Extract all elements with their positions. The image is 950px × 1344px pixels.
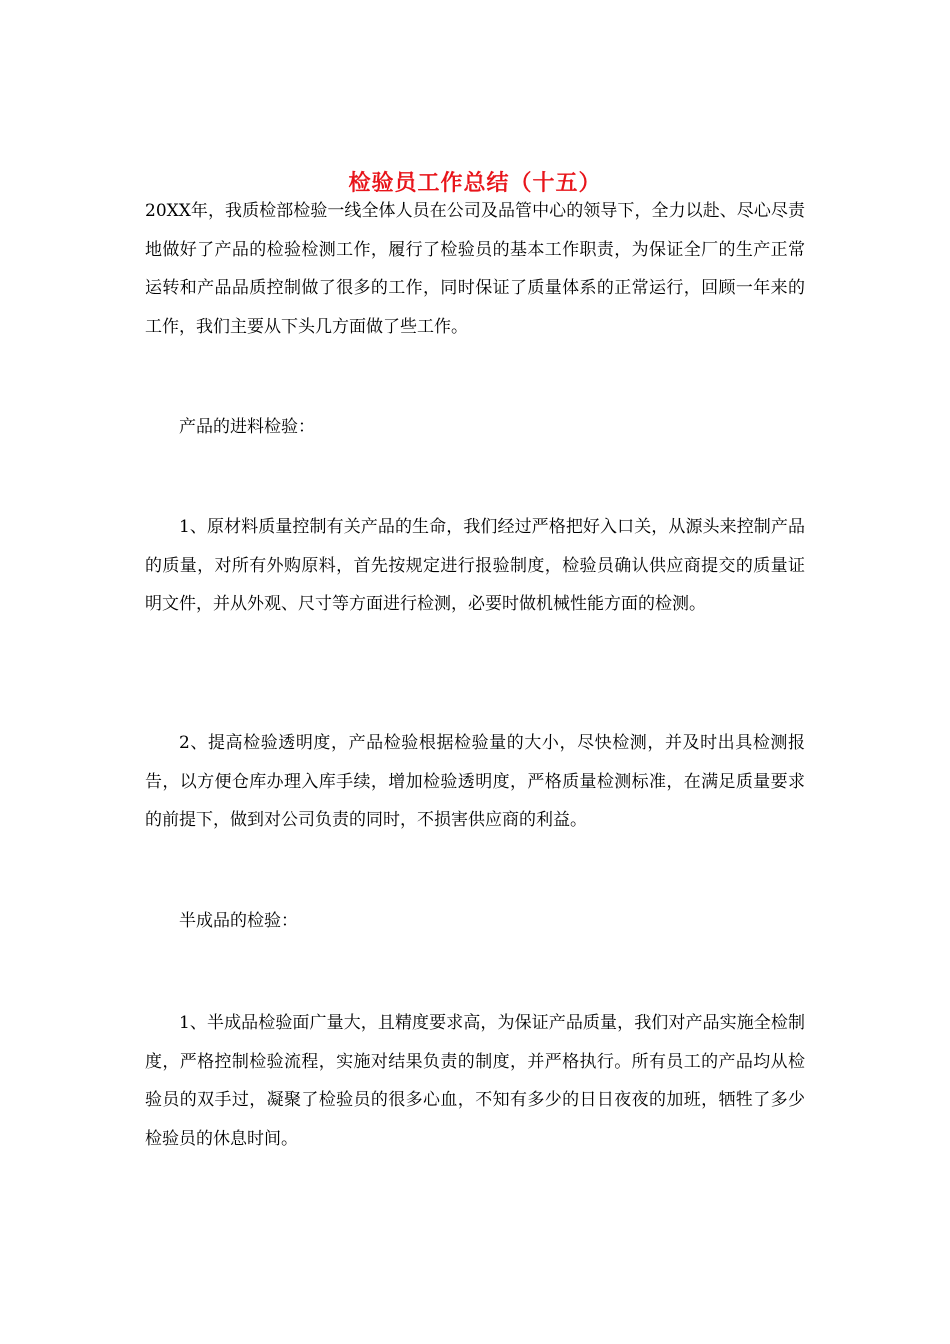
document-title: 检验员工作总结（十五） — [348, 169, 602, 196]
semi-finished-inspection-paragraph-1: 1、半成品检验面广量大，且精度要求高，为保证产品质量，我们对产品实施全检制度，严格控制检验流程，实施对结果负责的制度，并严格执行。所有员工的产品均从检验员的双手过，凝聚了检验员的很多心血，不知有多少的日日夜夜的加班，牺牲了多少检验员的休息时间。 — [145, 1013, 805, 1149]
intro-paragraph: 20XX年，我质检部检验一线全体人员在公司及品管中心的领导下，全力以赴、尽心尽责地做好了产品的检验检测工作，履行了检验员的基本工作职责，为保证全厂的生产正常运转和产品品质控制做了很多的工作，同时保证了质量体系的正常运行，回顾一年来的工作，我们主要从下头几方面做了些工作。 — [145, 201, 805, 337]
section-heading-incoming-inspection: 产品的进料检验： — [179, 417, 315, 437]
incoming-inspection-paragraph-2: 2、提高检验透明度，产品检验根据检验量的大小，尽快检测，并及时出具检测报告，以方便仓库办理入库手续，增加检验透明度，严格质量检测标准，在满足质量要求的前提下，做到对公司负责的同时，不损害供应商的利益。 — [145, 733, 805, 830]
section-heading-semi-finished-inspection: 半成品的检验： — [179, 911, 298, 931]
incoming-inspection-paragraph-1: 1、原材料质量控制有关产品的生命，我们经过严格把好入口关，从源头来控制产品的质量，对所有外购原料，首先按规定进行报验制度，检验员确认供应商提交的质量证明文件，并从外观、尺寸等方面进行检测，必要时做机械性能方面的检测。 — [145, 517, 805, 614]
